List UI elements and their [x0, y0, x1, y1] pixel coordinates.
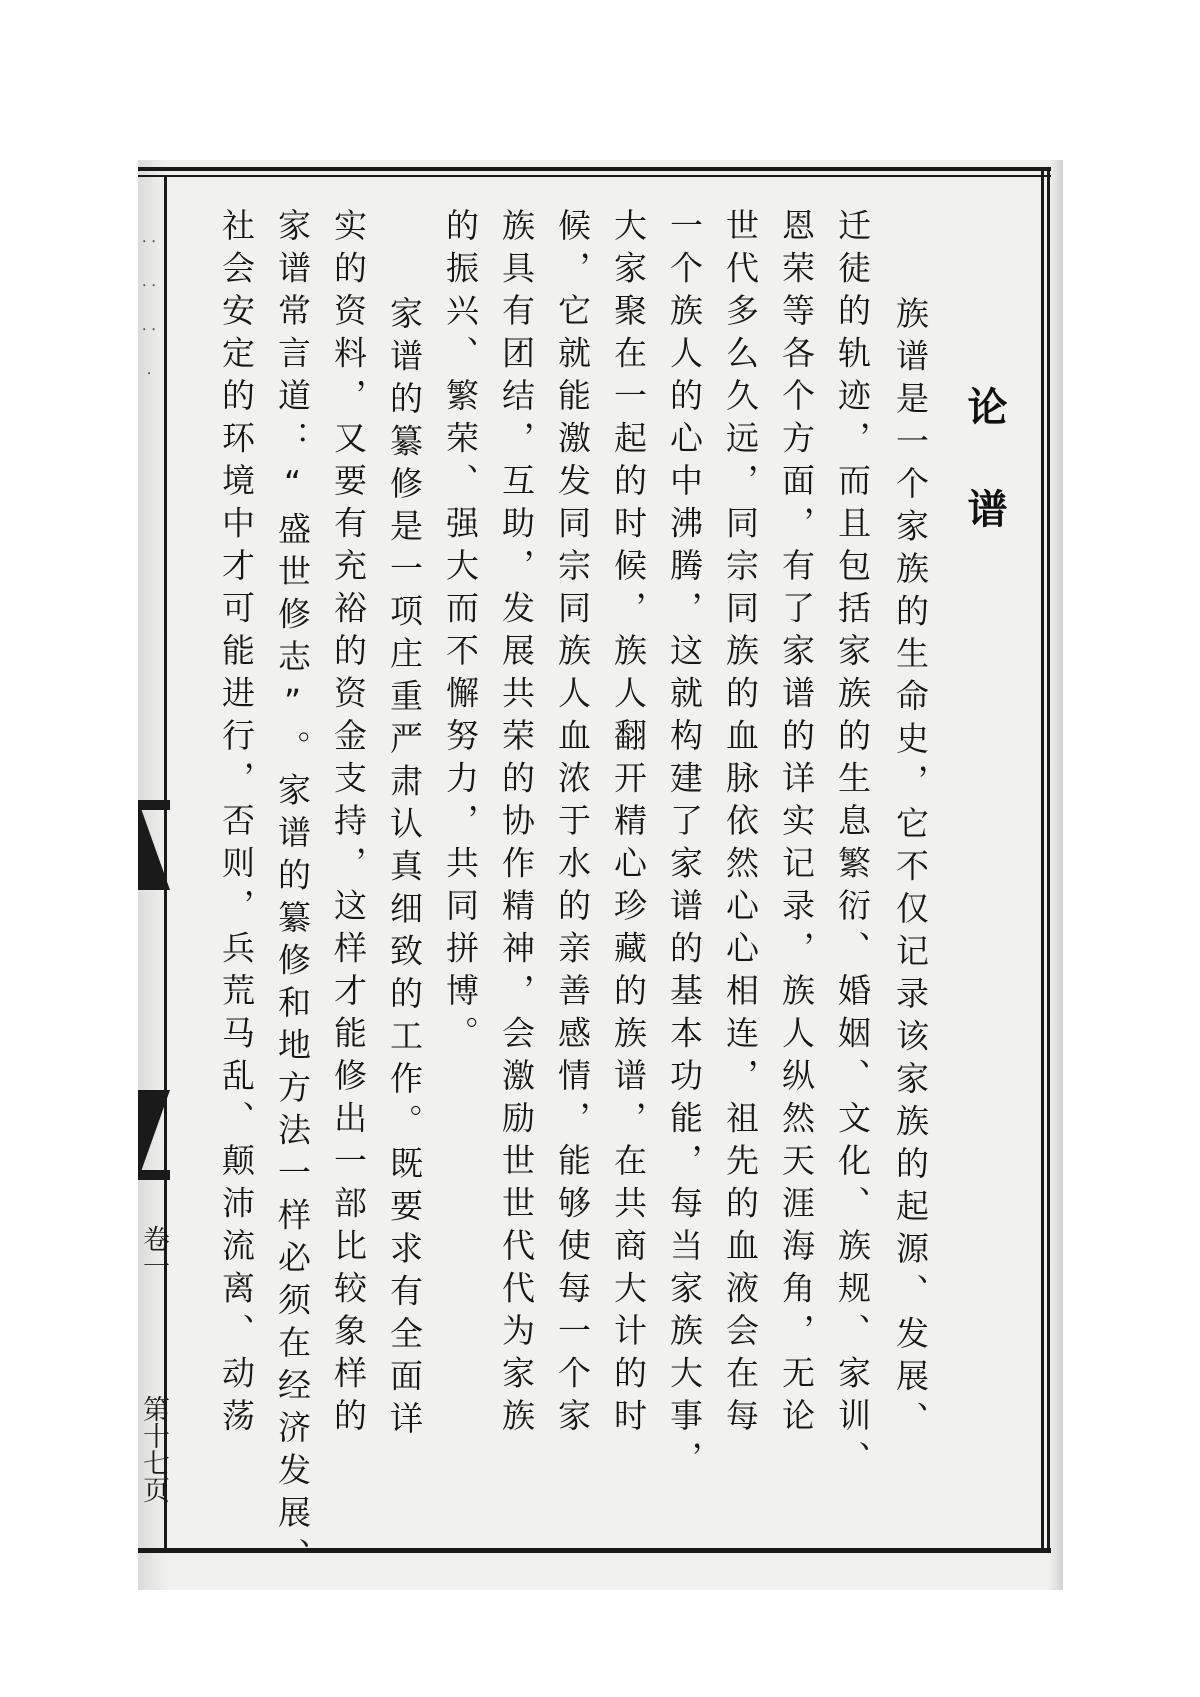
text-column: 家谱的纂修是一项庄重严肃认真细致的工作。既要求有全面详 — [385, 296, 424, 1444]
volume-label: 卷一 — [138, 1225, 169, 1279]
text-column: 一个族人的心中沸腾，这就构建了家谱的基本功能，每当家族大事， — [665, 208, 704, 1483]
text-column: 实的资料，又要有充裕的资金支持，这样才能修出一部比较象样的 — [329, 208, 368, 1441]
text-column: 社会安定的环境中才可能进行，否则，兵荒马乱、颠沛流离、动荡 — [217, 208, 256, 1441]
text-column: 大家聚在一起的时候，族人翻开精心珍藏的族谱，在共商大计的时 — [609, 208, 648, 1441]
fishtail-bottom-bar — [138, 1170, 170, 1180]
frame-top-inner-rule — [138, 175, 1051, 177]
frame-right-rule — [1041, 167, 1044, 1553]
margin-marks: ⸱ ⸱ ⸱ ⸱ ⸱ ⸱ ⸱ — [142, 232, 156, 383]
fishtail-top-mark — [138, 800, 170, 890]
text-column: 族具有团结，互助，发展共荣的协作精神，会激励世世代代为家族 — [497, 208, 536, 1441]
text-column: 恩荣等各个方面，有了家谱的详实记录，族人纵然天涯海角，无论 — [777, 208, 816, 1441]
frame-right-outer-rule — [1047, 167, 1050, 1553]
text-column: 家谱常言道：“盛世修志”。家谱的纂修和地方法一样必须在经济发展、 — [273, 208, 312, 1580]
page-title: 论谱 — [961, 386, 1008, 590]
page-edge-shadow — [1049, 160, 1063, 1590]
text-column: 迁徒的轨迹，而且包括家族的生息繁衍、婚姻、文化、族规、家训、 — [833, 208, 872, 1483]
text-column: 的振兴、繁荣、强大而不懈努力，共同拼博。 — [441, 208, 480, 1058]
text-column: 族谱是一个家族的生命史，它不仅记录该家族的起源、发展、 — [891, 296, 930, 1444]
frame-top-rule — [138, 167, 1051, 171]
text-column: 候，它就能激发同宗同族人血浓于水的亲善感情，能够使每一个家 — [553, 208, 592, 1441]
fishtail-bottom-mark — [138, 1090, 170, 1180]
page-number: 第十七页 — [138, 1395, 169, 1503]
text-column: 世代多么久远，同宗同族的血脉依然心心相连，祖先的血液会在每 — [721, 208, 760, 1441]
